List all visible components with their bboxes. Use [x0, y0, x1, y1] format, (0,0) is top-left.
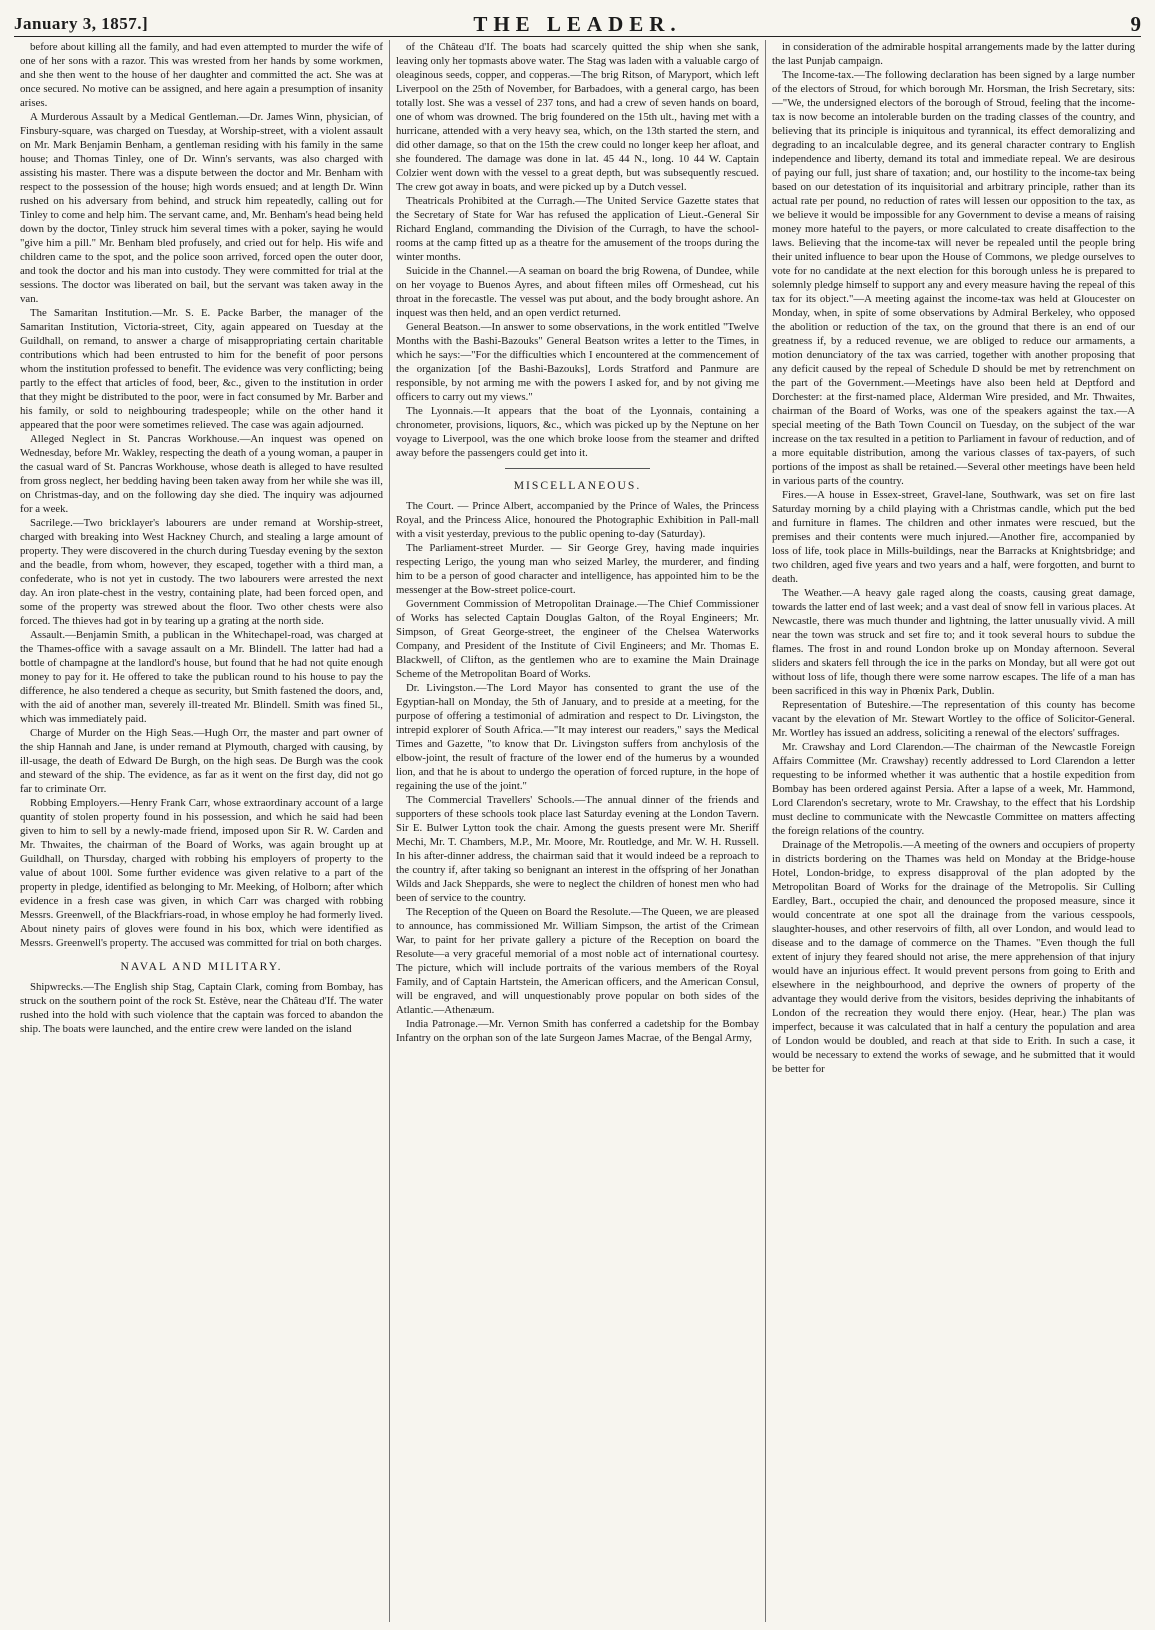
column-3 [765, 40, 1141, 1622]
article-paragraph: Charge of Murder on the High Seas.—Hugh Orr, the master and part owner of the ship Hannah and Jane, is under remand at Plymouth, charged with causing, by ill-usage, the death of Edward De Burgh, on the high seas. De Burgh was the cook and steward of the ship. The evidence, as far as it went on the first day, did not go far to criminate Orr. [20, 727, 383, 795]
article-paragraph: in consideration of the admirable hospital arrangements made by the latter during the last Punjab campaign. [772, 41, 1135, 67]
article-paragraph: General Beatson.—In answer to some observations, in the work entitled "Twelve Months with the Bashi-Bazouks" General Beatson writes a letter to the Times, in which he says:—"For the difficulties which I encountered at the commencement of the organization [of the Bashi-Bazouks], Lords Stratford and Panmure are responsible, by not arming me with the powers I asked for, and by not giving me officers to carry out my views." [396, 321, 759, 403]
article-paragraph: Assault.—Benjamin Smith, a publican in the Whitechapel-road, was charged at the Thames-office with a savage assault on a Mr. Blindell. The latter had had a bottle of champagne at the landlord's house, but found that he had not quite enough money to pay for it. He offered to take the publican round to his house to pay the difference, he also tendered a cheque as security, but Smith fastened the doors, and, with the aid of another man, severely ill-treated Mr. Blindell. Smith was fined 5l., which was immediately paid. [20, 629, 383, 725]
article-paragraph: Mr. Crawshay and Lord Clarendon.—The chairman of the Newcastle Foreign Affairs Committee (Mr. Crawshay) recently addressed to Lord Clarendon a letter requesting to be informed whether it was authentic that a hostile expedition from Bombay has been ordered against Persia. After a lapse of a week, Mr. Hammond, Lord Clarendon's secretary, wrote to Mr. Crawshay, to the effect that his Lordship must decline to communicate with the Newcastle Committee on matters affecting the foreign relations of the country. [772, 741, 1135, 837]
article-paragraph: India Patronage.—Mr. Vernon Smith has conferred a cadetship for the Bombay Infantry on the orphan son of the late Surgeon James Macrae, of the Bengal Army, [396, 1018, 759, 1044]
article-paragraph: A Murderous Assault by a Medical Gentleman.—Dr. James Winn, physician, of Finsbury-square, was charged on Tuesday, at Worship-street, with a violent assault on Mr. Mark Benjamin Benham, a gentleman residing with his family in the same house; and Thomas Tinley, one of Dr. Winn's servants, was also charged with assisting his master. There was a dispute between the doctor and Mr. Benham with respect to the possession of the house; high words ensued; and at length Dr. Winn rushed on his adversary from behind, and struck him repeatedly, calling out for Tinley to come and help him. The servant came, and, Mr. Benham's head being held down by the doctor, Tinley struck him several times with a poker, saying he would "give him a pill." Mr. Benham bled profusely, and cried out for help. His wife and children came to the spot, and the police soon arrived, forced open the outer door, and took the doctor and his man into custody. They were committed for trial at the sessions. The doctor was liberated on bail, but the servant was taken away in the van. [20, 111, 383, 305]
article-paragraph: The Parliament-street Murder. — Sir George Grey, having made inquiries respecting Lerigo, the young man who seized Marley, the murderer, and finding him to be a person of good character and intelligence, has appointed him to be the messenger at the Bow-street police-court. [396, 542, 759, 596]
newspaper-title: THE LEADER. [473, 12, 682, 36]
page-number: 9 [1130, 12, 1141, 36]
section-heading: MISCELLANEOUS. [513, 479, 642, 492]
article-paragraph: Theatricals Prohibited at the Curragh.—The United Service Gazette states that the Secretary of State for War has refused the application of Lieut.-General Sir Richard England, commanding the Division of the Curragh, to have the school-rooms at the camp fitted up as a theatre for the amusement of the troops during the winter months. [396, 195, 759, 263]
article-paragraph: The Weather.—A heavy gale raged along the coasts, causing great damage, towards the latter end of last week; and a vast deal of snow fell in various places. At Newcastle, there was much thunder and lightning, the latter unusually vivid. A mill near the town was struck and set fire to; and it took several hours to subdue the flames. The frost in and round London broke up on Monday afternoon. Several sliders and skaters fell through the ice in the parks on Monday, but all were got out without loss of life, though there were some narrow escapes. The life of a man has been sacrificed in this way in Phœnix Park, Dublin. [772, 587, 1135, 697]
column-1 [14, 40, 389, 1622]
article-paragraph: The Lyonnais.—It appears that the boat of the Lyonnais, containing a chronometer, provisions, liquors, &c., which was picked up by the Neptune on her voyage to Liverpool, was the one which broke loose from the steamer and drifted away before the passengers could get into it. [396, 405, 759, 459]
section-divider [505, 468, 650, 469]
article-paragraph: The Samaritan Institution.—Mr. S. E. Packe Barber, the manager of the Samaritan Institution, Victoria-street, City, again appeared on Tuesday at the Guildhall, on remand, to answer a charge of misappropriating certain charitable contributions which had been entrusted to him for the benefit of poor persons whom the institution professed to benefit. The evidence was very conflicting; being partly to the effect that articles of food, beer, &c., given to the institution in order that they might be distributed to the poor, were in fact consumed by Mr. Barber and his family, or sold to neighbouring tradespeople; while on the other hand it appeared that the poor were sometimes relieved. The case was again adjourned. [20, 307, 383, 431]
article-columns [14, 40, 1141, 1622]
article-paragraph: The Reception of the Queen on Board the Resolute.—The Queen, we are pleased to announce, has commissioned Mr. William Simpson, the artist of the Crimean War, to paint for her private gallery a picture of the Reception on board the Resolute—a very graceful memorial of a most noble act of international courtesy. The picture, which will include portraits of the various members of the Royal Family, and of Captain Hartstein, the American officers, and the American Consul, will be engraved, and will unquestionably prove popular on both sides of the Atlantic.—Athenæum. [396, 906, 759, 1016]
article-paragraph: Alleged Neglect in St. Pancras Workhouse.—An inquest was opened on Wednesday, before Mr. Wakley, respecting the death of a young woman, a pauper in the casual ward of St. Pancras Workhouse, whose death is alleged to have resulted from gross neglect, her bedding having been taken away from her while she was ill, on Christmas-day, and on the following day she died. The inquiry was adjourned for a week. [20, 433, 383, 515]
article-paragraph: before about killing all the family, and had even attempted to murder the wife of one of her sons with a razor. This was wrested from her hands by some workmen, and she then went to the house of her daughter and committed the act. She was at once secured. No motive can be assigned, and here again a presumption of insanity arises. [20, 41, 383, 109]
article-paragraph: The Income-tax.—The following declaration has been signed by a large number of the electors of Stroud, for which borough Mr. Horsman, the Irish Secretary, sits:—"We, the undersigned electors of the borough of Stroud, feeling that the income-tax is now become an intolerable burden on the trading classes of the country, and believing that its principle is iniquitous and tyrannical, its effect demoralizing and degrading to an incalculable degree, and its general character contrary to English independence and liberty, demand its total and immediate repeal. We are desirous of paying our full, just share of taxation; and, our hostility to the income-tax being based on our detestation of its inquisitorial and arbitrary principle, rather than its actual rate per pound, no reduction of rates will lessen our opposition to the tax, as we believe it would be impossible for any Government to devise a means of raising money more hateful to the payers, or more calculated to create disaffection to the laws. Believing that the income-tax will never be repealed until the people bring their united influence to bear upon the House of Commons, we pledge ourselves to vote for no candidate at the next election for this borough unless he is prepared to solemnly pledge himself to support any and every measure having the repeal of this tax for its object."—A meeting against the income-tax was held at Gloucester on Monday, when, in spite of some observations by Admiral Berkeley, who opposed the abolition or reduction of the tax, on the ground that there is an end of our greatness if, by a reduced revenue, we are obliged to reduce our armaments, a motion denunciatory of the tax was carried, together with another proposing that any deficit caused by the repeal of Schedule D should be met by retrenchment on the part of the Government.—Meetings have also been held at Deptford and Dorchester: at the first-named place, Alderman Wire presided, and Mr. Thwaites, chairman of the Board of Works, was one of the speakers against the tax.—A special meeting of the Bath Town Council on Tuesday, on the subject of the war increase on the tax resulted in a petition to Parliament in favour of reduction, and of a more equitable distribution, among the various classes of tax-payers, of such portions of the impost as shall be retained.—Several other meetings have been held in various parts of the country. [772, 69, 1135, 487]
article-paragraph: Suicide in the Channel.—A seaman on board the brig Rowena, of Dundee, while on her voyage to Buenos Ayres, and about fifteen miles off Ormeshead, cut his throat in the forecastle. The vessel was put about, and the body brought ashore. An inquest was then held, and an open verdict returned. [396, 265, 759, 319]
header-rule [14, 36, 1141, 37]
article-paragraph: Drainage of the Metropolis.—A meeting of the owners and occupiers of property in districts bordering on the Thames was held on Monday at the Bridge-house Hotel, London-bridge, to express disapproval of the plan adopted by the Metropolitan Board of Works for the drainage of the Metropolis. Sir Culling Eardley, Bart., occupied the chair, and denounced the proposed measure, since it would concentrate at one spot all the drainage from the various cesspools, slaughter-houses, and other reservoirs of filth, all over London, and would lead to disease and to the damage of commerce on the Thames. "Even though the full extent of injury they feared should not arise, the mere apprehension of that injury would have an injurious effect. It would prevent persons from going to Erith and elsewhere in the neighbourhood, and deprive the owners of property of the advantage they would derive from the visitors, besides depriving the inhabitants of London of the recreation they would there enjoy. (Hear, hear.) The plan was imperfect, because it was calculated that in half a century the population and area of London would be doubled, and reach at that side to Erith. In such a case, it would be necessary to extend the works of sewage, and he submitted that it would be better for [772, 839, 1135, 1075]
article-paragraph: Robbing Employers.—Henry Frank Carr, whose extraordinary account of a large quantity of stolen property found in his possession, and which he said had been given to him to sell by a newly-made friend, imposed upon Sir R. W. Carden and Mr. Thwaites, the chairman of the Board of Works, was again brought up at Guildhall, on Thursday, charged with robbing his employers of property to the value of about 100l. Some further evidence was given relative to a part of the property in pledge, identified as belonging to Mr. Meeking, of Holborn; after which evidence in a fresh case was given, in which Carr was charged with robbing Messrs. Greenwell, of the Blackfriars-road, in whose employ he had formerly lived. About ninety pairs of gloves were found in his box, which were identified as Messrs. Greenwell's property. The accused was committed for trial on both charges. [20, 797, 383, 949]
section-heading: NAVAL AND MILITARY. [120, 960, 283, 973]
issue-date: January 3, 1857.] [14, 14, 149, 33]
article-paragraph: The Commercial Travellers' Schools.—The annual dinner of the friends and supporters of these schools took place last Saturday evening at the London Tavern. Sir E. Bulwer Lytton took the chair. Among the guests present were Mr. Sheriff Mechi, Mr. T. Chambers, M.P., Mr. Moore, Mr. Routledge, and Mr. W. H. Russell. In his after-dinner address, the chairman said that it would indeed be a reproach to the country if, after taking so benignant an interest in the offspring of her Jonathan Wilds and Jack Sheppards, she were to neglect the children of honest men who had been of service to the country. [396, 794, 759, 904]
column-2 [389, 40, 765, 1622]
article-paragraph: Shipwrecks.—The English ship Stag, Captain Clark, coming from Bombay, has struck on the southern point of the rock St. Estève, near the Château d'If. The water rushed into the hold with such violence that the captain was forced to abandon the ship. The boats were launched, and the entire crew were landed on the island [20, 981, 383, 1035]
article-paragraph: Representation of Buteshire.—The representation of this county has become vacant by the elevation of Mr. Stewart Wortley to the office of Solicitor-General. Mr. Wortley has issued an address, soliciting a renewal of the electors' suffrages. [772, 699, 1135, 739]
article-paragraph: Sacrilege.—Two bricklayer's labourers are under remand at Worship-street, charged with breaking into West Hackney Church, and stealing a large amount of property. They were discovered in the church during Tuesday evening by the sexton and the beadle, from whom, however, they escaped, together with a third man, a confederate, who is not yet in custody. The two labourers were arrested the next day. An iron plate-chest in the vestry, containing plate, had been forced open, and some of the property was strewed about the floor. Two other chests were also forced. The thieves had got in by tearing up a grating at the north side. [20, 517, 383, 627]
masthead [14, 10, 1141, 36]
article-paragraph: of the Château d'If. The boats had scarcely quitted the ship when she sank, leaving only her topmasts above water. The Stag was laden with a valuable cargo of oleaginous seeds, copper, and copperas.—The brig Ritson, of Maryport, which left Liverpool on the 25th of November, for Barbadoes, with a general cargo, has been totally lost. She was a vessel of 237 tons, and had a crew of seven hands on board, one of whom was drowned. The brig foundered on the 15th ult., having met with a hurricane, attended with a very heavy sea, which, on the 13th started the stern, and did other damage, so that on the 15th the crew could no longer keep her afloat, and she foundered. The damage was done in lat. 45 44 N., long. 10 44 W. Captain Colzier went down with the vessel to a great depth, but was subsequently rescued. The crew got away in boats, and were picked up by a Dutch vessel. [396, 41, 759, 193]
article-paragraph: Dr. Livingston.—The Lord Mayor has consented to grant the use of the Egyptian-hall on Monday, the 5th of January, and to preside at a meeting, for the purpose of offering a testimonial of admiration and respect to Dr. Livingston, the intrepid explorer of South Africa.—"It may interest our readers," says the Medical Times and Gazette, "to know that Dr. Livingston suffers from anchylosis of the elbow-joint, the result of fracture of the lower end of the humerus by a wounded lion, and that he is about to undergo the operation of forced rupture, in the hope of regaining the use of the joint." [396, 682, 759, 792]
article-paragraph: The Court. — Prince Albert, accompanied by the Prince of Wales, the Princess Royal, and the Princess Alice, honoured the Photographic Exhibition in Pall-mall with a visit yesterday, previous to the public opening to-day (Saturday). [396, 500, 759, 540]
article-paragraph: Government Commission of Metropolitan Drainage.—The Chief Commissioner of Works has selected Captain Douglas Galton, of the Royal Engineers; Mr. Simpson, of Great George-street, the engineer of the Chelsea Waterworks Company, and President of the Institute of Civil Engineers; and Mr. Thomas E. Blackwell, of Clifton, as the gentlemen who are to examine the Main Drainage Scheme of the Metropolitan Board of Works. [396, 598, 759, 680]
article-paragraph: Fires.—A house in Essex-street, Gravel-lane, Southwark, was set on fire last Saturday morning by a child playing with a Christmas candle, which put the bed and furniture in flames. The children and other inmates were rescued, but the premises and their contents were much injured.—Another fire, accompanied by loss of life, took place in Mills-buildings, near the Barracks at Knightsbridge; and two children, aged five years and two years and a half, were forgotten, and burnt to death. [772, 489, 1135, 585]
